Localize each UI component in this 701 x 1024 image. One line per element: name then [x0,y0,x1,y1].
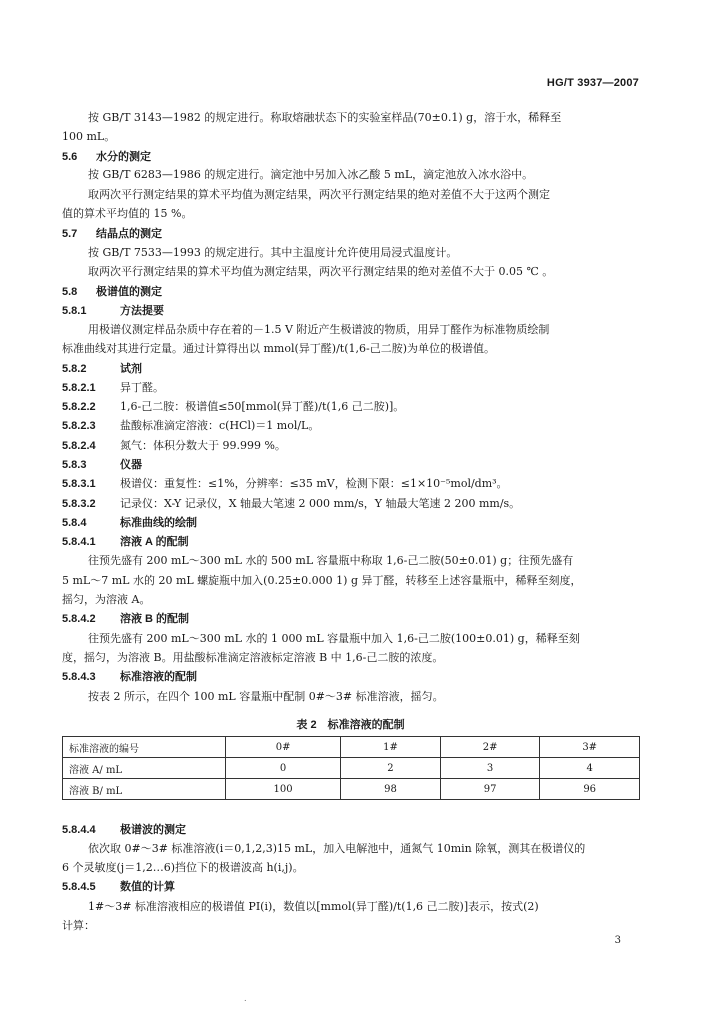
table-cell: 98 [341,779,441,800]
table-row [63,779,640,800]
clause-line: 5.8.3.2 记录仪：X-Y 记录仪，X 轴最大笔速 2 000 mm/s，Y 轴最大笔速 2 200 mm/s。 [62,497,521,510]
paragraph-line: 取两次平行测定结果的算术平均值为测定结果，两次平行测定结果的绝对差值不大于这两个测定 [88,188,550,201]
section-heading: 5.7 结晶点的测定 [62,228,162,240]
table-header-row [63,737,640,758]
standard-code: HG/T 3937—2007 [546,77,639,89]
paragraph-line: 取两次平行测定结果的算术平均值为测定结果，两次平行测定结果的绝对差值不大于 0.05 ℃ 。 [88,265,554,278]
paragraph-line: 往预先盛有 200 mL～300 mL 水的 1 000 mL 容量瓶中加入 1,6-己二胺(100±0.01) g，稀释至刻 [88,632,580,645]
paragraph-line: 6 个灵敏度(j＝1,2…6)挡位下的极谱波高 h(i,j)。 [62,861,304,874]
table-cell: 3 [440,758,540,779]
paragraph-line: 标准曲线对其进行定量。通过计算得出以 mmol(异丁醛)/t(1,6-己二胺)为单位的极谱值。 [62,342,495,355]
subsection-heading: 5.8.4.5 数值的计算 [62,881,175,893]
page-number: 3 [614,935,621,946]
subsection-heading: 5.8.4.2 溶液 B 的配制 [62,613,190,625]
table-header-cell: 0# [226,737,341,758]
scan-mark: . [244,994,247,1003]
table-row [63,758,640,779]
clause-line: 5.8.2.2 1,6-己二胺：极谱值≤50[mmol(异丁醛)/t(1,6 己二胺)]。 [62,400,405,413]
paragraph-line: 用极谱仪测定样品杂质中存在着的－1.5 V 附近产生极谱波的物质，用异丁醛作为标准物质绘制 [88,323,550,336]
clause-line: 5.8.2.3 盐酸标准滴定溶液：c(HCl)＝1 mol/L。 [62,419,320,432]
subsection-heading: 5.8.4.4 极谱波的测定 [62,824,186,836]
table-cell: 97 [440,779,540,800]
paragraph-line: 100 mL。 [62,130,116,143]
paragraph-line: 1#～3# 标准溶液相应的极谱值 PI(i)，数值以[mmol(异丁醛)/t(1,6 己二胺)]表示，按式(2) [88,900,539,913]
paragraph-line: 摇匀，为溶液 A。 [62,593,151,606]
paragraph-line: 值的算术平均值的 15 %。 [62,207,193,220]
standard-solution-table [62,736,640,800]
paragraph-line: 计算： [62,919,95,932]
table-header-cell: 3# [540,737,640,758]
table-caption: 表 2 标准溶液的配制 [296,719,405,731]
subsection-heading: 5.8.3 仪器 [62,459,142,471]
subsection-heading: 5.8.4 标准曲线的绘制 [62,517,197,529]
clause-line: 5.8.2.1 异丁醛。 [62,381,164,394]
subsection-heading: 5.8.1 方法提要 [62,305,164,317]
table-cell: 0 [226,758,341,779]
paragraph-line: 依次取 0#～3# 标准溶液(i＝0,1,2,3)15 mL，加入电解池中，通氮气 10min 除氧，测其在极谱仪的 [88,842,586,855]
table-cell: 100 [226,779,341,800]
table-cell: 溶液 B/ mL [63,779,226,800]
table-header-cell: 2# [440,737,540,758]
subsection-heading: 5.8.4.3 标准溶液的配制 [62,671,197,683]
table-header-cell: 1# [341,737,441,758]
table-cell: 96 [540,779,640,800]
paragraph-line: 按 GB/T 6283—1986 的规定进行。滴定池中另加入冰乙酸 5 mL，滴定池放入冰水浴中。 [88,168,534,181]
subsection-heading: 5.8.2 试剂 [62,363,142,375]
paragraph-line: 往预先盛有 200 mL～300 mL 水的 500 mL 容量瓶中称取 1,6-己二胺(50±0.01) g；往预先盛有 [88,554,574,567]
section-heading: 5.6 水分的测定 [62,151,151,163]
clause-line: 5.8.3.1 极谱仪：重复性：≤1%，分辨率：≤35 mV，检测下限：≤1×10⁻⁵mol/dm³。 [62,477,508,490]
paragraph-line: 按表 2 所示，在四个 100 mL 容量瓶中配制 0#～3# 标准溶液，摇匀。 [88,690,444,703]
paragraph-line: 按 GB/T 3143—1982 的规定进行。称取熔融状态下的实验室样品(70±0.1) g，溶于水，稀释至 [88,111,562,124]
table-cell: 溶液 A/ mL [63,758,226,779]
paragraph-line: 按 GB/T 7533—1993 的规定进行。其中主温度计允许使用局浸式温度计。 [88,246,458,259]
paragraph-line: 度，摇匀，为溶液 B。用盐酸标准滴定溶液标定溶液 B 中 1,6-己二胺的浓度。 [62,651,444,664]
table-cell: 4 [540,758,640,779]
section-heading: 5.8 极谱值的测定 [62,286,162,298]
paragraph-line: 5 mL～7 mL 水的 20 mL 螺旋瓶中加入(0.25±0.000 1) g 异丁醛，转移至上述容量瓶中，稀释至刻度， [62,574,582,587]
table-header-cell: 标准溶液的编号 [63,737,226,758]
table-cell: 2 [341,758,441,779]
subsection-heading: 5.8.4.1 溶液 A 的配制 [62,536,189,548]
clause-line: 5.8.2.4 氮气：体积分数大于 99.999 %。 [62,439,286,452]
